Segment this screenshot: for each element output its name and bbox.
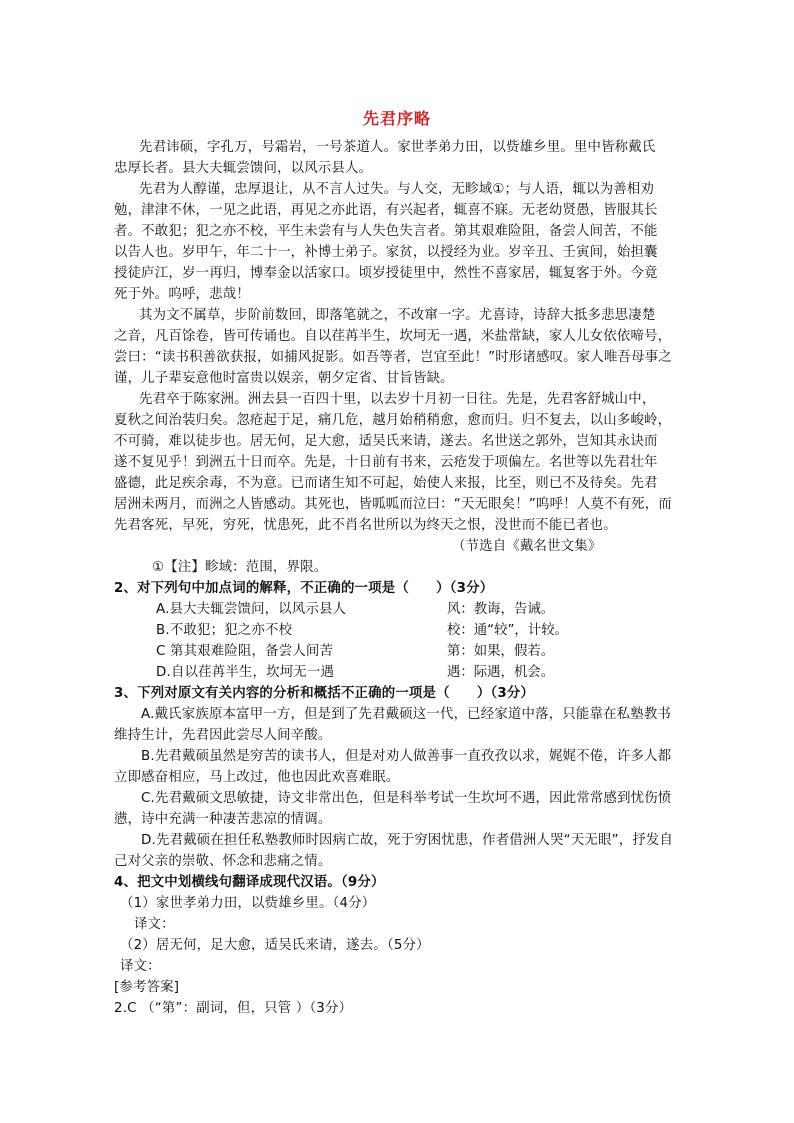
passage-line: 先君讳硕，字孔万，号霜岩，一号茶道人。家世孝弟力田，以赀雄乡里。里中皆称戴氏 <box>139 140 656 155</box>
question-2-stem: 2、对下列句中加点词的解释，不正确的一项是（ ）（3分） <box>114 581 494 596</box>
passage-line: 授徒庐江，岁一再归，博奉金以活家口。顷岁授徒里中，然性不喜家居，辄复客于外。今竟 <box>114 266 658 281</box>
source-citation: （节选自《戴名世文集》 <box>452 539 602 554</box>
passage-line: 居洲未两月，而洲之人皆感动。其死也，皆呱呱而泣曰：“天无眼矣！”呜呼！人莫不有死，而 <box>114 497 672 512</box>
passage-line: 先君为人醇谨，忠厚退让，从不言人过失。与人交，无畛域①；与人语，辄以为善相劝 <box>139 182 655 197</box>
passage-line: 不可骑，难以徒步也。居无何，足大愈，适吴氏来请，遂去。名世送之郭外，岂知其永诀而 <box>114 434 658 449</box>
question-3-option-b: B.先君戴硕虽然是穷苦的读书人，但是对劝人做善事一直孜孜以求，娓娓不倦，许多人都 <box>141 749 672 764</box>
passage-line: 勉，津津不休，一见之此语，再见之亦此语，有兴起者，辄喜不寐。无老幼贤愚，皆服其长 <box>114 203 658 218</box>
question-3-option-c: C.先君戴硕文思敏捷，诗文非常出色，但是科举考试一生坎坷不遇，因此常常感到忧伤愤 <box>141 791 672 806</box>
question-2-option-a-explanation: 风：教诲，告诫。 <box>447 602 555 617</box>
passage-line: 之音，凡百馀卷，皆可传诵也。自以荏苒半生，坎坷无一遇，米盐常缺，家人儿女依依啼号， <box>114 329 672 344</box>
question-3-option-d-cont: 己对父亲的崇敬、怀念和悲痛之情。 <box>114 854 332 869</box>
passage-line: 尝曰：“读书积善欲获报，如捕风捉影。如吾等者，岂宜至此！”时形诸感叹。家人唯吾母事之 <box>114 350 672 365</box>
passage-line: 死于外。呜呼，悲哉！ <box>114 287 250 302</box>
passage-line: 谨，儿子辈妄意他时富贵以娱亲，朝夕定省、甘旨皆缺。 <box>114 371 454 386</box>
passage-line: 以告人也。岁甲午，年二十一，补博士弟子。家贫，以授经为业。岁辛丑、壬寅间，始担囊 <box>114 245 658 260</box>
passage-line: 者。不敢犯；犯之亦不校，平生未尝有与人失色失言者。第其艰难险阻，备尝人间苦，不能 <box>114 224 658 239</box>
passage-line: 忠厚长者。县大夫辄尝馈问，以风示县人。 <box>114 161 373 176</box>
question-2-option-b-explanation: 校：通“较”，计较。 <box>447 623 568 638</box>
question-2-option-d-explanation: 遇：际遇，机会。 <box>447 665 555 680</box>
question-3-option-a: A.戴氏家族原本富甲一方，但是到了先君戴硕这一代，已经家道中落，只能靠在私塾教书 <box>141 707 672 722</box>
answer-heading: [参考答案] <box>114 980 180 995</box>
question-3-option-c-cont: 懑，诗中充满一种凄苦悲凉的情调。 <box>114 812 332 827</box>
question-3-option-d: D.先君戴硕在担任私塾教师时因病亡故，死于穷困忧患，作者借洲人哭“天无眼”，抒发自 <box>141 833 674 848</box>
question-2-option-b: B.不敢犯；犯之亦不校 <box>156 623 293 638</box>
question-4-translation-1: 译文： <box>134 917 175 932</box>
question-4-item-1: （1）家世孝弟力田，以赀雄乡里。（4分） <box>120 896 376 911</box>
question-2-option-a: A.县大夫辄尝馈问，以风示县人 <box>156 602 347 617</box>
passage-line: 其为文不属草，步阶前数回，即落笔就之，不改窜一字。尤喜诗，诗辞大抵多悲思凄楚 <box>139 308 656 323</box>
passage-line: 夏秋之间治装归矣。忽疮起于足，痛几危，越月始稍稍愈，愈而归。归不复去，以山多峻岭， <box>114 413 672 428</box>
question-3-option-b-cont: 立即感奋相应，马上改过，他也因此欢喜难眠。 <box>114 770 400 785</box>
question-4-item-2: （2）居无何，足大愈，适吴氏来请，遂去。（5分） <box>120 938 430 953</box>
answer-2: 2.C （“第”：副词，但，只管 ）（3分） <box>114 1001 353 1016</box>
question-2-option-c: C 第其艰难险阻，备尝人间苦 <box>156 644 334 659</box>
question-2-option-c-explanation: 第：如果，假若。 <box>447 644 555 659</box>
question-3-stem: 3、下列对原文有关内容的分析和概括不正确的一项是（ ）（3分） <box>114 686 535 701</box>
passage-line: 先君客死，早死，穷死，忧患死，此不肖名世所以为终天之恨，没世而不能已者也。 <box>114 518 617 533</box>
question-4-translation-2: 译文： <box>120 959 161 974</box>
question-4-stem: 4、把文中划横线句翻译成现代汉语。（9分） <box>114 875 385 890</box>
passage-line: 先君卒于陈家洲。洲去县一百四十里，以去岁十月初一日往。先是，先君客舒城山中， <box>139 392 656 407</box>
footnote: ①【注】畛域：范围，界限。 <box>152 560 328 575</box>
question-3-option-a-cont: 维持生计，先君因此尝尽人间辛酸。 <box>114 728 332 743</box>
passage-line: 盛德，此足疾余毒，不为意。已而诸生知不可起，始使人来报，比至，则已不及待矣。先君 <box>114 476 658 491</box>
question-2-option-d: D.自以荏苒半生，坎坷无一遇 <box>156 665 335 680</box>
document-title: 先君序略 <box>362 109 431 128</box>
passage-line: 遂不复见乎！到洲五十日而卒。先是，十日前有书来，云疮发于项偏左。名世等以先君壮年 <box>114 455 658 470</box>
